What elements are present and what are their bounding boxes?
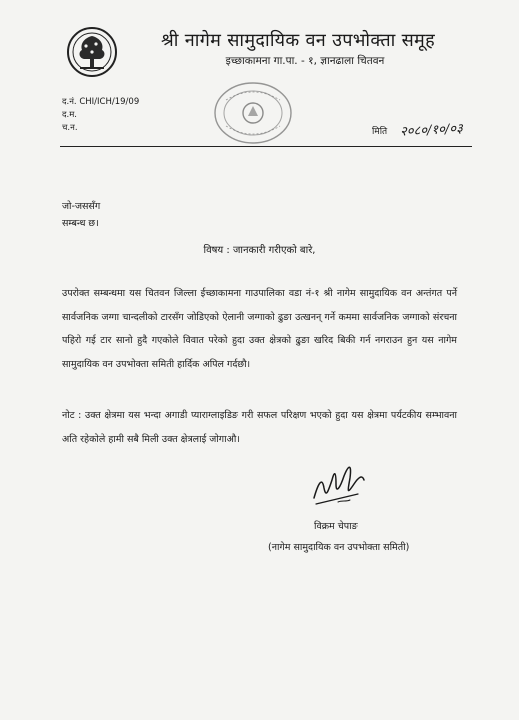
body-paragraph: उपरोक्त सम्बन्धमा यस चितवन जिल्ला ईच्छाकामना गाउपालिका वडा नं-१ श्री नागेम सामुदायिक वन अन्तंगत पर्ने सार्वजनिक जग्गा चान्दलीको टारसँग जोडिएको ऐलानी जग्गाको ढुङा उत्खनन् गर्ने कममा सार्वजनिक जग्गाको संरचना पहिरो गई टार सानो हुदै गएकोले विवात परेको हुदा उक्त क्षेत्रको ढुङा खरिद बिकी गर्न नगराउन हुन यस नागेम सामुदायिक वन उपभोक्ता समिती हार्दिक अपिल गर्दछौ। [62, 288, 457, 370]
signer-name: विक्रम चेपाङ [314, 521, 358, 532]
subject-line: विषय : जानकारी गरीएको बारे, [203, 245, 316, 256]
addressee-block [62, 198, 100, 232]
addressee-line-1: जो-जससँग [62, 201, 101, 212]
handwritten-signature [306, 454, 370, 514]
signer-organization: (नागेम सामुदायिक वन उपभोक्ता समिती) [268, 542, 410, 553]
organization-seal-icon [212, 80, 294, 146]
addressee-line-2: सम्बन्ध छ। [62, 218, 99, 229]
header-divider [60, 146, 472, 147]
reference-line-2: द.म. [62, 110, 78, 120]
note-paragraph: नोट : उक्त क्षेत्रमा यस भन्दा अगाडी प्याराग्लाइडिङ गरी सफल परिक्षण भएको हुदा यस क्षेत्रमा पर्यटकीय सम्भावना अति रहेकोले हामी सबै मिली उक्त क्षेत्रलाई जोगाऔ। [62, 410, 457, 445]
tree-emblem-icon [66, 26, 118, 78]
reference-line-3: च.न. [62, 123, 78, 133]
date-value: २०८०/१०/०३ [399, 121, 464, 140]
reference-block [62, 96, 139, 135]
date-label: मिति [372, 127, 388, 137]
org-address: इच्छाकामना गा.पा. - १, ज्ञानढाला चितवन [225, 55, 385, 67]
reference-number: द.नं. CHI/ICH/19/09 [62, 97, 140, 107]
org-name: श्री नागेम सामुदायिक वन उपभोक्ता समूह [161, 30, 435, 51]
